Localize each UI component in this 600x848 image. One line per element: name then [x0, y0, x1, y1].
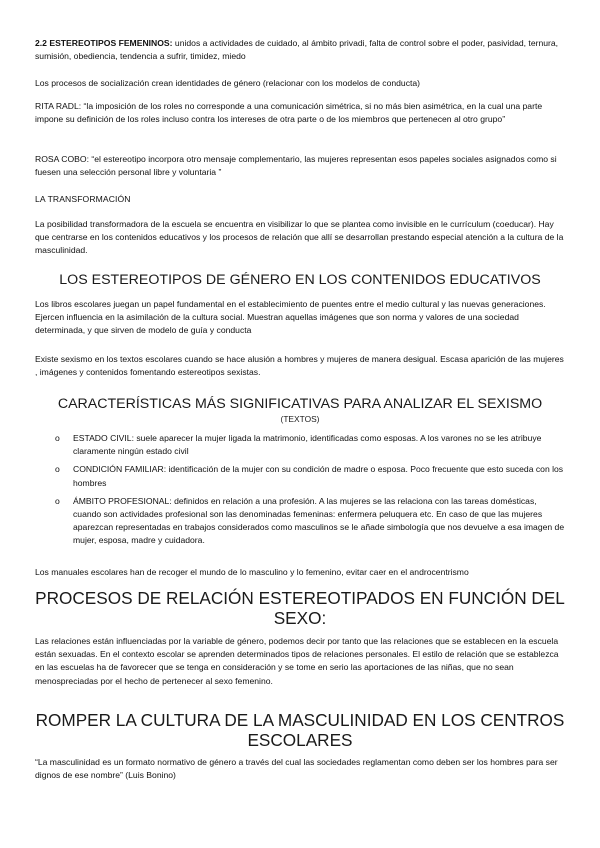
intro-text: unidos a actividades de cuidado, al ámbito privadi, falta de control sobre el poder, pasividad, ternura, sumisión, obediencia, tendencia a sufrir, timidez, miedo	[35, 38, 559, 62]
section-number-title: 2.2 ESTEREOTIPOS FEMENINOS:	[35, 38, 173, 48]
characteristics-list	[55, 432, 565, 553]
libros-paragraph: Los libros escolares juegan un papel fundamental en el establecimiento de puentes entre el medio cultural y las nuevas generaciones. Ejercen influencia en la asimilación de la cultura social. Muestran aquellas imágenes que son norma y valores de una sociedad determinada, y que sirven de modelo de guía y conducta	[35, 299, 546, 336]
socialization-paragraph: Los procesos de socialización crean identidades de género (relacionar con los modelos de conducta)	[35, 78, 421, 88]
bonino-quote: “La masculinidad es un formato normativo de género a través del cual las sociedades reglamentan como deben ser los hombres para ser dignos de ese nombre” (Luis Bonino)	[35, 757, 558, 781]
section-subheading-textos: (TEXTOS)	[280, 414, 320, 424]
sexismo-paragraph: Existe sexismo en los textos escolares cuando se hace alusión a hombres y mujeres de manera desigual. Escasa aparición de las mujeres , imágenes y contenidos fomentando estereotipos sexistas.	[35, 354, 564, 378]
list-item-text: ESTADO CIVIL: suele aparecer la mujer ligada la matrimonio, identificadas como esposas. A los varones no se les atribuye claramente ningún estado civil	[73, 433, 542, 457]
transformacion-label: LA TRANSFORMACIÓN	[35, 194, 131, 204]
list-item	[55, 463, 565, 489]
list-item-text: CONDICIÓN FAMILIAR: identificación de la mujer con su condición de madre o esposa. Poco frecuente que esto suceda con los hombres	[73, 464, 564, 488]
transformacion-paragraph: La posibilidad transformadora de la escuela se encuentra en visibilizar lo que se plantea como invisible en le currículum (coeducar). Hay que centrarse en los contenidos educativos y los procesos de relación que allí se desarrollan prestando especial atención a la cultura de la masculinidad.	[35, 219, 564, 256]
section-heading-procesos: PROCESOS DE RELACIÓN ESTEREOTIPADOS EN FUNCIÓN DEL SEXO:	[35, 588, 565, 628]
list-item	[55, 495, 565, 548]
list-item-text: ÁMBITO PROFESIONAL: definidos en relación a una profesión. A las mujeres se las relaciona con las tareas domésticas, cuando son actividades profesional son las denominadas femeninas: enfermera peluquera etc. En caso de que las mujeres aparezcan representadas en trabajos considerados como masculinos se le añade simbología que nos devuelve a esa imagen de mujer, esposa, madre y cuidadora.	[73, 495, 565, 546]
rosa-cobo-quote: ROSA COBO: “el estereotipo incorpora otro mensaje complementario, las mujeres representan esos papeles sociales asignados como si fuesen una selección personal libre y voluntaria ”	[35, 154, 557, 178]
intro-paragraph	[35, 37, 565, 63]
list-item	[55, 432, 565, 458]
bullet-marker-icon: o	[55, 495, 60, 506]
section-heading-contenidos: LOS ESTEREOTIPOS DE GÉNERO EN LOS CONTENIDOS EDUCATIVOS	[59, 272, 541, 288]
section-heading-caracteristicas: CARACTERÍSTICAS MÁS SIGNIFICATIVAS PARA ANALIZAR EL SEXISMO	[57, 396, 543, 412]
bullet-marker-icon: o	[55, 433, 60, 443]
manuales-paragraph: Los manuales escolares han de recoger el mundo de lo masculino y lo femenino, evitar caer en el androcentrismo	[35, 567, 469, 577]
relaciones-paragraph: Las relaciones están influenciadas por la variable de género, podemos decir por tanto que las relaciones que se establecen en la escuela están sexuadas. En el contexto escolar se aprenden determinados tipos de relaciones personales. El estilo de relación que se establezca en las escuelas ha de favorecer que se tenga en consideración y se tome en serio las aportaciones de las niñas, que no sean menospreciadas por el hecho de pertenecer al sexo femenino.	[35, 636, 559, 686]
bullet-marker-icon: o	[55, 464, 60, 475]
rita-radl-quote: RITA RADL: “la imposición de los roles no corresponde a una comunicación simétrica, si no más bien asimétrica, en la cual una parte impone su definición de los roles incluso contra los intereses de otra parte o de los miembros que pertenecen al otro grupo”	[35, 101, 543, 125]
section-heading-masculinidad: ROMPER LA CULTURA DE LA MASCULINIDAD EN LOS CENTROS ESCOLARES	[35, 710, 565, 750]
